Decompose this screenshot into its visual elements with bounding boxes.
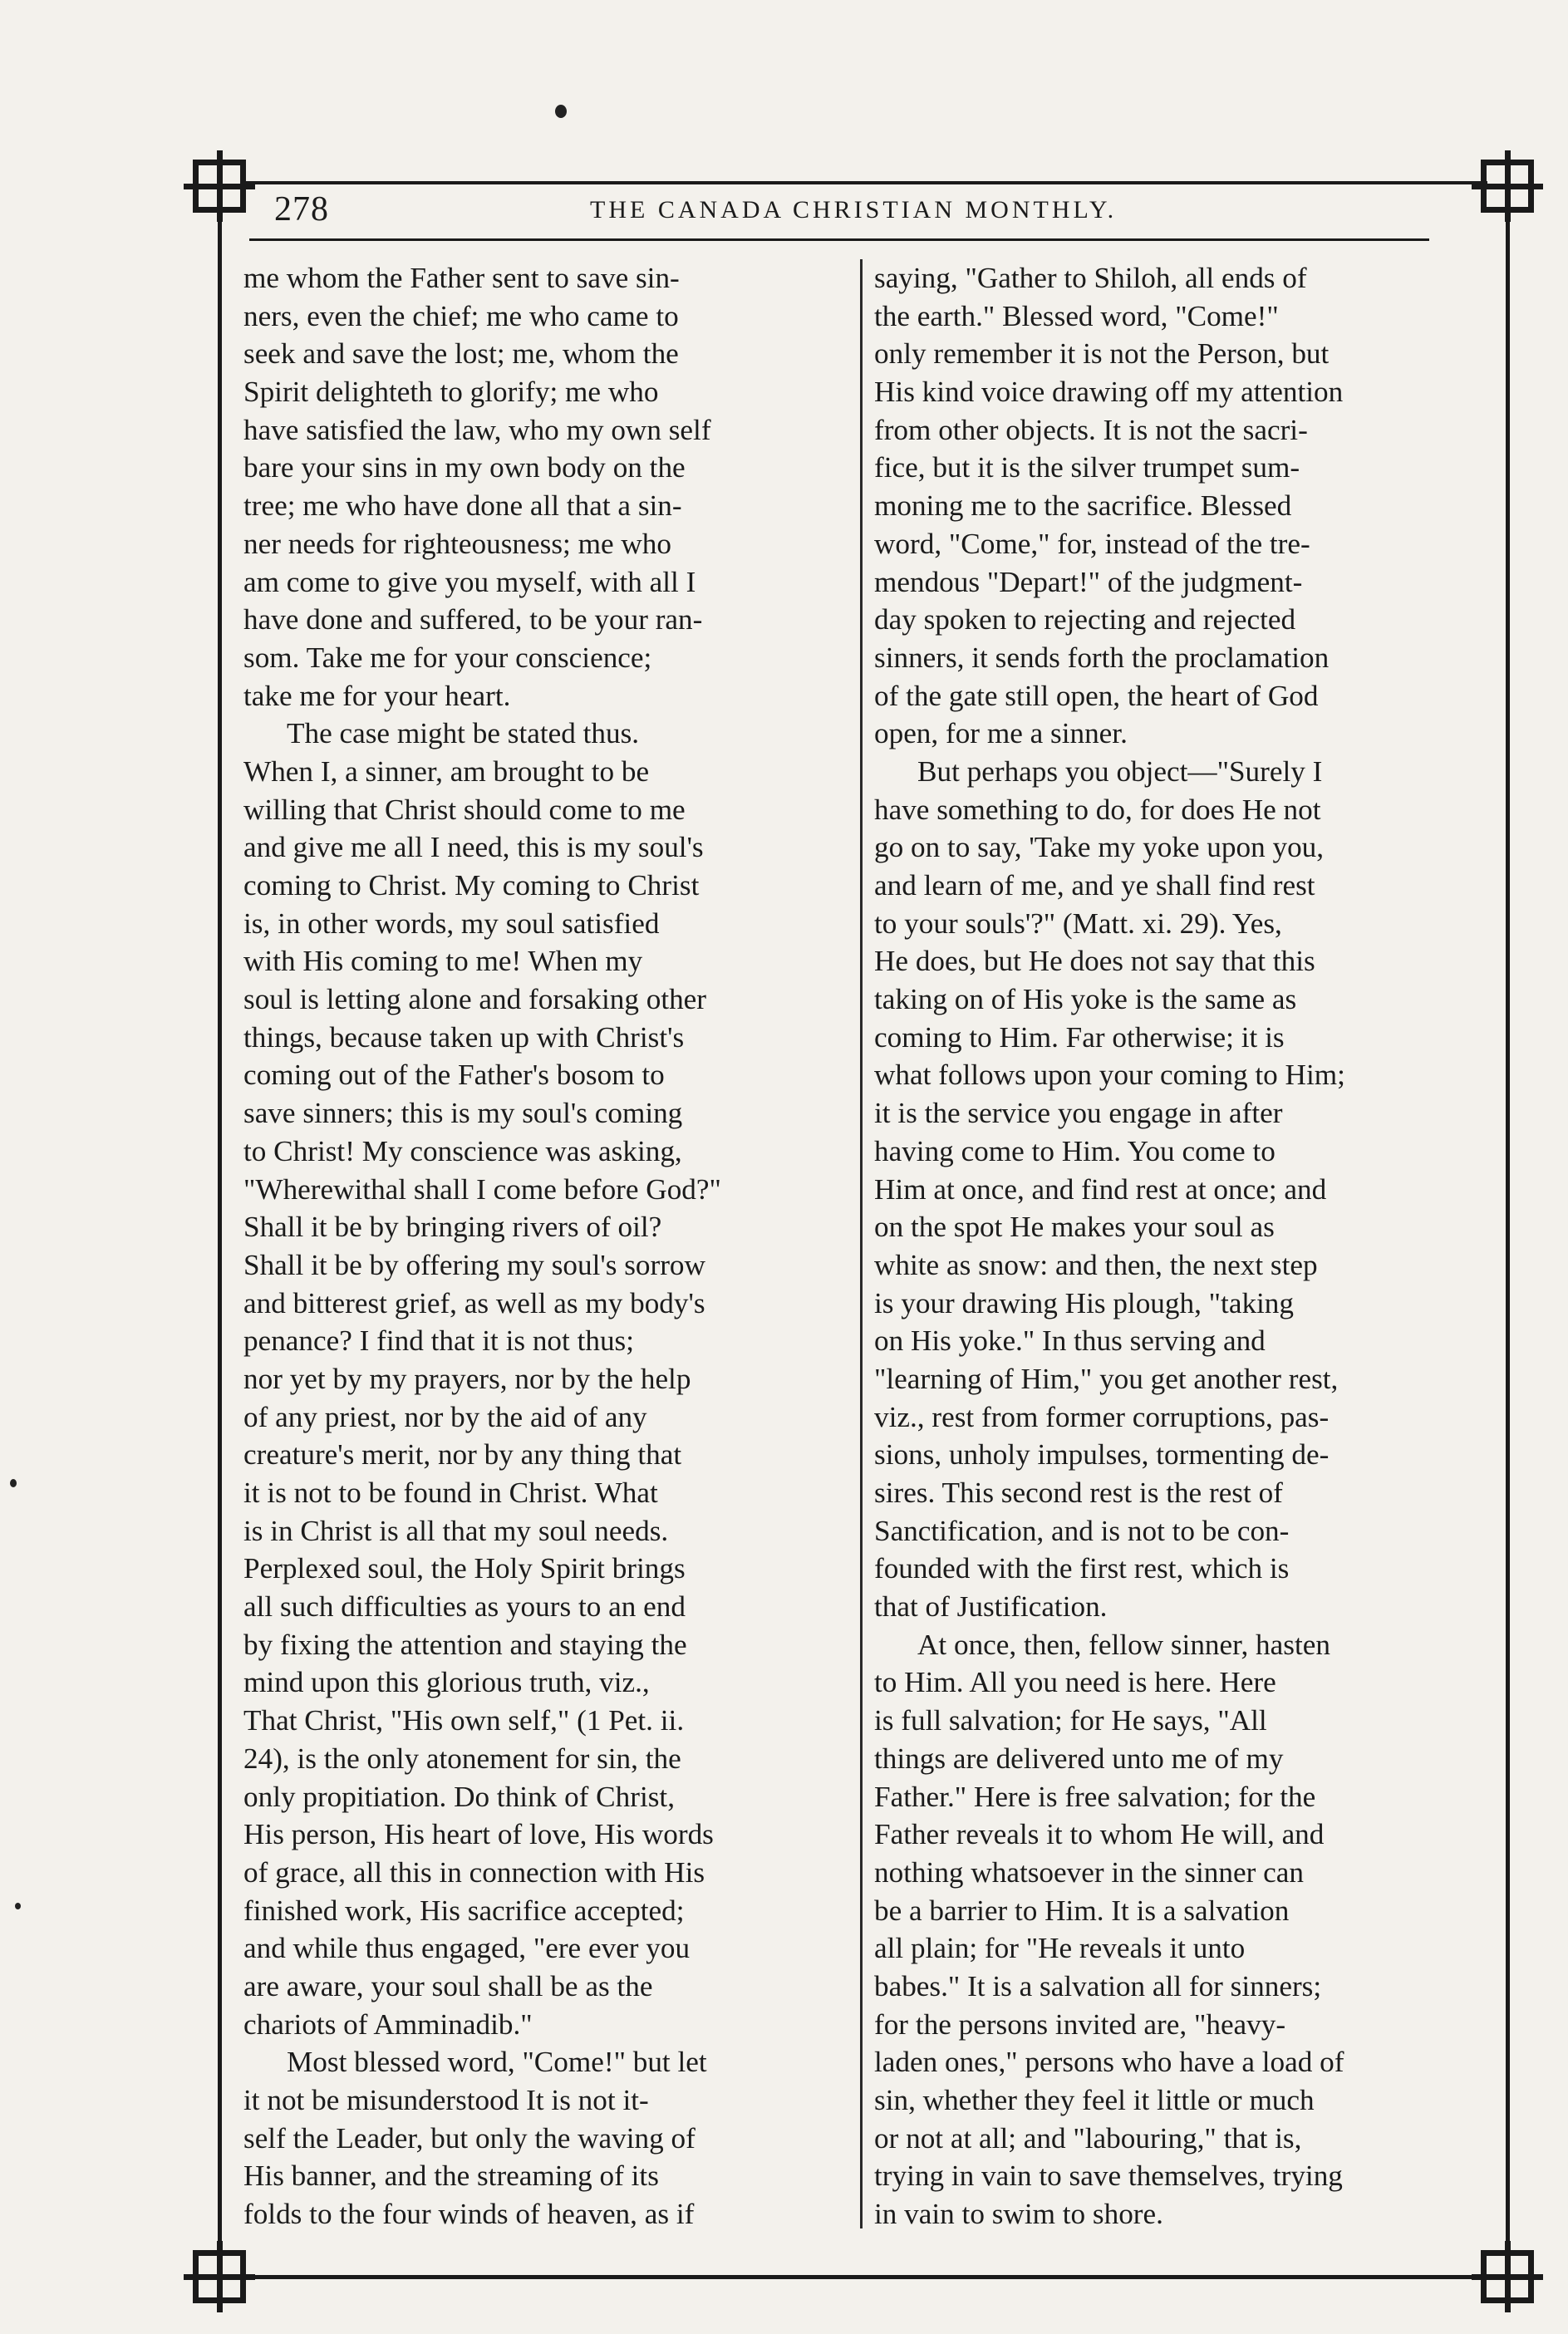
text-line: ners, even the chief; me who came to — [243, 299, 679, 332]
text-line: Father reveals it to whom He will, and — [874, 1818, 1325, 1851]
frame-left-rule — [218, 208, 222, 2252]
text-line: only propitiation. Do think of Christ, — [243, 1780, 675, 1813]
text-line: Perplexed soul, the Holy Spirit brings — [243, 1552, 686, 1585]
text-line: it not be misunderstood It is not it- — [243, 2084, 649, 2116]
text-line: by fixing the attention and staying the — [243, 1628, 687, 1661]
text-line: moning me to the sacrifice. Blessed — [874, 489, 1292, 523]
text-line: sinners, it sends forth the proclamation — [874, 641, 1330, 674]
text-line: is your drawing His plough, "taking — [874, 1286, 1294, 1319]
text-line: Spirit delighteth to glorify; me who — [243, 376, 659, 409]
text-line: mind upon this glorious truth, viz., — [243, 1666, 650, 1699]
text-line: His person, His heart of love, His words — [243, 1818, 714, 1851]
text-line: open, for me a sinner. — [874, 717, 1128, 750]
scan-speck — [555, 105, 567, 118]
text-line: chariots of Amminadib." — [243, 2007, 533, 2041]
text-line: sions, unholy impulses, tormenting de- — [874, 1438, 1330, 1472]
text-line: all such difficulties as yours to an end — [243, 1590, 686, 1624]
text-line: sires. This second rest is the rest of — [874, 1477, 1283, 1509]
text-line: founded with the first rest, which is — [874, 1552, 1290, 1585]
text-line: have done and suffered, to be your ran- — [243, 603, 703, 636]
text-line: When I, a sinner, am brought to be — [243, 754, 650, 788]
left-column — [243, 259, 860, 2233]
frame-bottom-rule — [241, 2275, 1487, 2279]
text-line: som. Take me for your conscience; — [243, 641, 652, 674]
corner-ornament-bottom-left — [193, 2250, 246, 2303]
text-line: But perhaps you object—"Surely I — [917, 754, 1323, 788]
text-line: only remember it is not the Person, but — [874, 337, 1330, 371]
text-line: creature's merit, nor by any thing that — [243, 1438, 682, 1472]
text-line: word, "Come," for, instead of the tre- — [874, 527, 1310, 560]
text-line: Shall it be by offering my soul's sorrow — [243, 1248, 705, 1281]
corner-ornament-top-left — [193, 160, 246, 213]
text-line: That Christ, "His own self," (1 Pet. ii. — [243, 1704, 685, 1737]
page-number: 278 — [274, 190, 329, 228]
text-line: to your souls'?" (Matt. xi. 29). Yes, — [874, 907, 1282, 940]
text-line: is in Christ is all that my soul needs. — [243, 1514, 669, 1547]
page-header — [274, 184, 1429, 234]
text-line: and give me all I need, this is my soul's — [243, 831, 704, 864]
text-line: sin, whether they feel it little or much — [874, 2084, 1315, 2116]
text-line: His kind voice drawing off my attention — [874, 376, 1344, 409]
text-line: trying in vain to save themselves, trying — [874, 2160, 1343, 2193]
text-line: be a barrier to Him. It is a salvation — [874, 1894, 1290, 1927]
text-line: Most blessed word, "Come!" but let — [287, 2046, 707, 2079]
text-line: willing that Christ should come to me — [243, 793, 686, 826]
text-line: on His yoke." In thus serving and — [874, 1324, 1266, 1358]
header-rule — [249, 238, 1429, 241]
text-line: of any priest, nor by the aid of any — [243, 1400, 647, 1433]
text-line: save sinners; this is my soul's coming — [243, 1097, 683, 1130]
right-column — [874, 259, 1491, 2233]
text-line: things are delivered unto me of my — [874, 1742, 1284, 1775]
text-line: tree; me who have done all that a sin- — [243, 489, 682, 523]
text-line: ner needs for righteousness; me who — [243, 527, 671, 560]
corner-ornament-bottom-right — [1481, 2250, 1534, 2303]
text-line: that of Justification. — [874, 1590, 1108, 1624]
text-line: nor yet by my prayers, nor by the help — [243, 1362, 691, 1395]
text-line: all plain; for "He reveals it unto — [874, 1932, 1246, 1965]
text-line: for the persons invited are, "heavy- — [874, 2007, 1286, 2041]
text-line: folds to the four winds of heaven, as if — [243, 2198, 695, 2231]
text-line: what follows upon your coming to Him; — [874, 1059, 1345, 1092]
scan-speck — [10, 1479, 17, 1487]
text-line: He does, but He does not say that this — [874, 945, 1315, 978]
text-line: The case might be stated thus. — [287, 717, 640, 750]
frame-right-rule — [1506, 208, 1510, 2252]
text-line: am come to give you myself, with all I — [243, 565, 696, 598]
corner-ornament-top-right — [1481, 160, 1534, 213]
text-line: penance? I find that it is not thus; — [243, 1324, 635, 1358]
text-line: take me for your heart. — [243, 679, 511, 712]
text-line: are aware, your soul shall be as the — [243, 1969, 653, 2002]
text-line: have something to do, for does He not — [874, 793, 1321, 826]
text-line: babes." It is a salvation all for sinners; — [874, 1969, 1322, 2002]
text-line: the earth." Blessed word, "Come!" — [874, 299, 1279, 332]
text-line: soul is letting alone and forsaking other — [243, 983, 707, 1016]
text-line: or not at all; and "labouring," that is, — [874, 2121, 1302, 2155]
text-line: is, in other words, my soul satisfied — [243, 907, 660, 940]
text-line: from other objects. It is not the sacri- — [874, 413, 1308, 446]
text-line: Sanctification, and is not to be con- — [874, 1514, 1290, 1547]
text-line: of grace, all this in connection with His — [243, 1855, 705, 1889]
running-head: THE CANADA CHRISTIAN MONTHLY. — [590, 196, 1118, 224]
text-line: of the gate still open, the heart of God — [874, 679, 1319, 712]
text-line: 24), is the only atonement for sin, the — [243, 1742, 681, 1775]
text-line: finished work, His sacrifice accepted; — [243, 1894, 685, 1927]
text-line: bare your sins in my own body on the — [243, 451, 686, 484]
text-line: nothing whatsoever in the sinner can — [874, 1855, 1304, 1889]
text-line: "learning of Him," you get another rest, — [874, 1362, 1339, 1395]
text-line: have satisfied the law, who my own self — [243, 413, 711, 446]
text-line: and learn of me, and ye shall find rest — [874, 869, 1315, 902]
text-line: self the Leader, but only the waving of — [243, 2121, 696, 2155]
text-line: laden ones," persons who have a load of — [874, 2046, 1344, 2079]
text-line: Shall it be by bringing rivers of oil? — [243, 1211, 662, 1244]
text-line: white as snow: and then, the next step — [874, 1248, 1318, 1281]
text-line: on the spot He makes your soul as — [874, 1211, 1275, 1244]
text-line: seek and save the lost; me, whom the — [243, 337, 679, 371]
text-line: in vain to swim to shore. — [874, 2198, 1163, 2231]
text-line: to Christ! My conscience was asking, — [243, 1134, 682, 1167]
text-line: things, because taken up with Christ's — [243, 1020, 685, 1054]
text-line: me whom the Father sent to save sin- — [243, 262, 680, 294]
text-line: to Him. All you need is here. Here — [874, 1666, 1276, 1699]
text-line: Father." Here is free salvation; for the — [874, 1780, 1316, 1813]
text-line: coming to Christ. My coming to Christ — [243, 869, 700, 902]
text-line: taking on of His yoke is the same as — [874, 983, 1297, 1016]
text-line: mendous "Depart!" of the judgment- — [874, 565, 1303, 598]
text-line: it is the service you engage in after — [874, 1097, 1283, 1130]
text-line: day spoken to rejecting and rejected — [874, 603, 1296, 636]
text-line: coming to Him. Far otherwise; it is — [874, 1020, 1285, 1054]
text-line: and while thus engaged, "ere ever you — [243, 1932, 691, 1965]
scan-speck — [15, 1903, 21, 1909]
text-line: "Wherewithal shall I come before God?" — [243, 1172, 721, 1206]
text-line: is full salvation; for He says, "All — [874, 1704, 1267, 1737]
text-line: with His coming to me! When my — [243, 945, 643, 978]
text-line: coming out of the Father's bosom to — [243, 1059, 665, 1092]
text-line: At once, then, fellow sinner, hasten — [917, 1628, 1330, 1661]
text-line: viz., rest from former corruptions, pas- — [874, 1400, 1330, 1433]
text-line: His banner, and the streaming of its — [243, 2160, 659, 2193]
text-line: and bitterest grief, as well as my body's — [243, 1286, 705, 1319]
text-line: it is not to be found in Christ. What — [243, 1477, 658, 1509]
text-line: Him at once, and find rest at once; and — [874, 1172, 1327, 1206]
text-line: saying, "Gather to Shiloh, all ends of — [874, 262, 1307, 294]
text-line: fice, but it is the silver trumpet sum- — [874, 451, 1300, 484]
text-line: go on to say, 'Take my yoke upon you, — [874, 831, 1325, 864]
text-line: having come to Him. You come to — [874, 1134, 1276, 1167]
column-divider — [860, 259, 863, 2228]
